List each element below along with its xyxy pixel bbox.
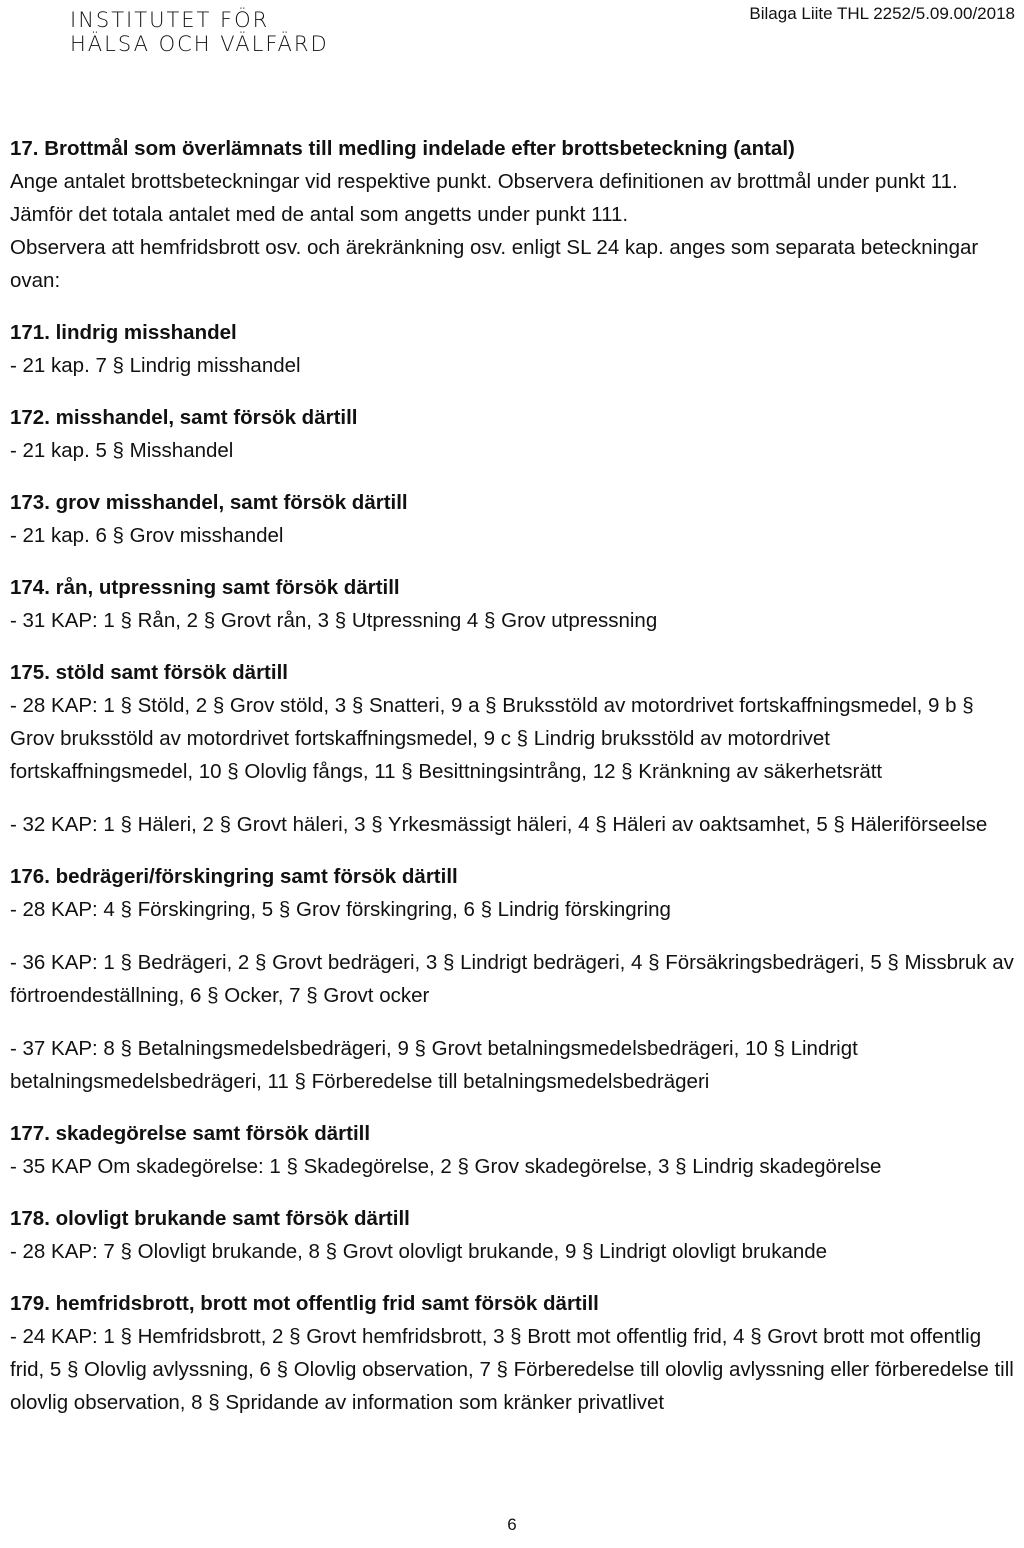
section-178 [10,1202,1015,1268]
section-text: - 32 KAP: 1 § Häleri, 2 § Grovt häleri, 3 § Yrkesmässigt häleri, 4 § Häleri av oaktsamhet, 5 § Häleriförseelse [10,813,988,836]
question-title: 17. Brottmål som överlämnats till medling indelade efter brottsbeteckning (antal) [10,137,795,160]
section-text: - 31 KAP: 1 § Rån, 2 § Grovt rån, 3 § Utpressning 4 § Grov utpressning [10,609,658,632]
organization-logo [70,8,329,56]
document-reference: Bilaga Liite THL 2252/5.09.00/2018 [749,4,1015,23]
section-title: 174. rån, utpressning samt försök därtill [10,576,400,599]
section-179 [10,1287,1015,1419]
section-175 [10,656,1015,841]
intro-paragraph: Ange antalet brottsbeteckningar vid respektive punkt. Observera definitionen av brottmål under punkt 11. [10,170,958,193]
section-title: 173. grov misshandel, samt försök därtill [10,491,408,514]
section-text: - 24 KAP: 1 § Hemfridsbrott, 2 § Grovt hemfridsbrott, 3 § Brott mot offentlig frid, 4 § Grovt brott mot offentlig frid, 5 § Olovlig avlyssning, 6 § Olovlig observation, 7 § Förberedelse till olovlig avlyssning eller förberedelse till olovlig observation, 8 § Spridande av information som kränker privatlivet [10,1325,1014,1414]
logo-line-1: INSTITUTET FÖR [70,8,270,32]
section-title: 177. skadegörelse samt försök därtill [10,1122,371,1145]
section-text: - 37 KAP: 8 § Betalningsmedelsbedrägeri, 9 § Grovt betalningsmedelsbedrägeri, 10 § Lindrigt betalningsmedelsbedrägeri, 11 § Förberedelse till betalningsmedelsbedrägeri [10,1037,858,1093]
section-text: - 28 KAP: 7 § Olovligt brukande, 8 § Grovt olovligt brukande, 9 § Lindrigt olovligt brukande [10,1240,828,1263]
section-176 [10,860,1015,1098]
section-text: - 36 KAP: 1 § Bedrägeri, 2 § Grovt bedrägeri, 3 § Lindrigt bedrägeri, 4 § Försäkringsbedrägeri, 5 § Missbruk av förtroendeställning, 6 § Ocker, 7 § Grovt ocker [10,951,1014,1007]
section-title: 171. lindrig misshandel [10,321,237,344]
section-text: - 28 KAP: 4 § Förskingring, 5 § Grov förskingring, 6 § Lindrig förskingring [10,898,671,921]
section-177 [10,1117,1015,1183]
section-title: 172. misshandel, samt försök därtill [10,406,358,429]
section-174 [10,571,1015,637]
document-body [10,132,1015,1419]
section-title: 178. olovligt brukande samt försök därtill [10,1207,410,1230]
page-number: 6 [507,1515,517,1534]
section-text: - 21 kap. 6 § Grov misshandel [10,524,284,547]
section-text: - 35 KAP Om skadegörelse: 1 § Skadegörelse, 2 § Grov skadegörelse, 3 § Lindrig skadegörelse [10,1155,882,1178]
section-text: - 21 kap. 7 § Lindrig misshandel [10,354,301,377]
section-title: 176. bedrägeri/förskingring samt försök därtill [10,865,458,888]
section-text: - 21 kap. 5 § Misshandel [10,439,234,462]
section-text: - 28 KAP: 1 § Stöld, 2 § Grov stöld, 3 § Snatteri, 9 a § Bruksstöld av motordrivet fortskaffningsmedel, 9 b § Grov bruksstöld av motordrivet fortskaffningsmedel, 9 c § Lindrig bruksstöld av motordrivet fortskaffningsmedel, 10 § Olovlig fångs, 11 § Besittningsintrång, 12 § Kränkning av säkerhetsrätt [10,694,974,783]
section-173 [10,486,1015,552]
section-title: 179. hemfridsbrott, brott mot offentlig frid samt försök därtill [10,1292,599,1315]
intro-paragraph: Jämför det totala antalet med de antal som angetts under punkt 111. [10,203,629,226]
section-title: 175. stöld samt försök därtill [10,661,288,684]
section-171 [10,316,1015,382]
intro-paragraph: Observera att hemfridsbrott osv. och ärekränkning osv. enligt SL 24 kap. anges som separata beteckningar ovan: [10,236,979,292]
section-172 [10,401,1015,467]
logo-line-2: HÄLSA OCH VÄLFÄRD [70,32,329,56]
